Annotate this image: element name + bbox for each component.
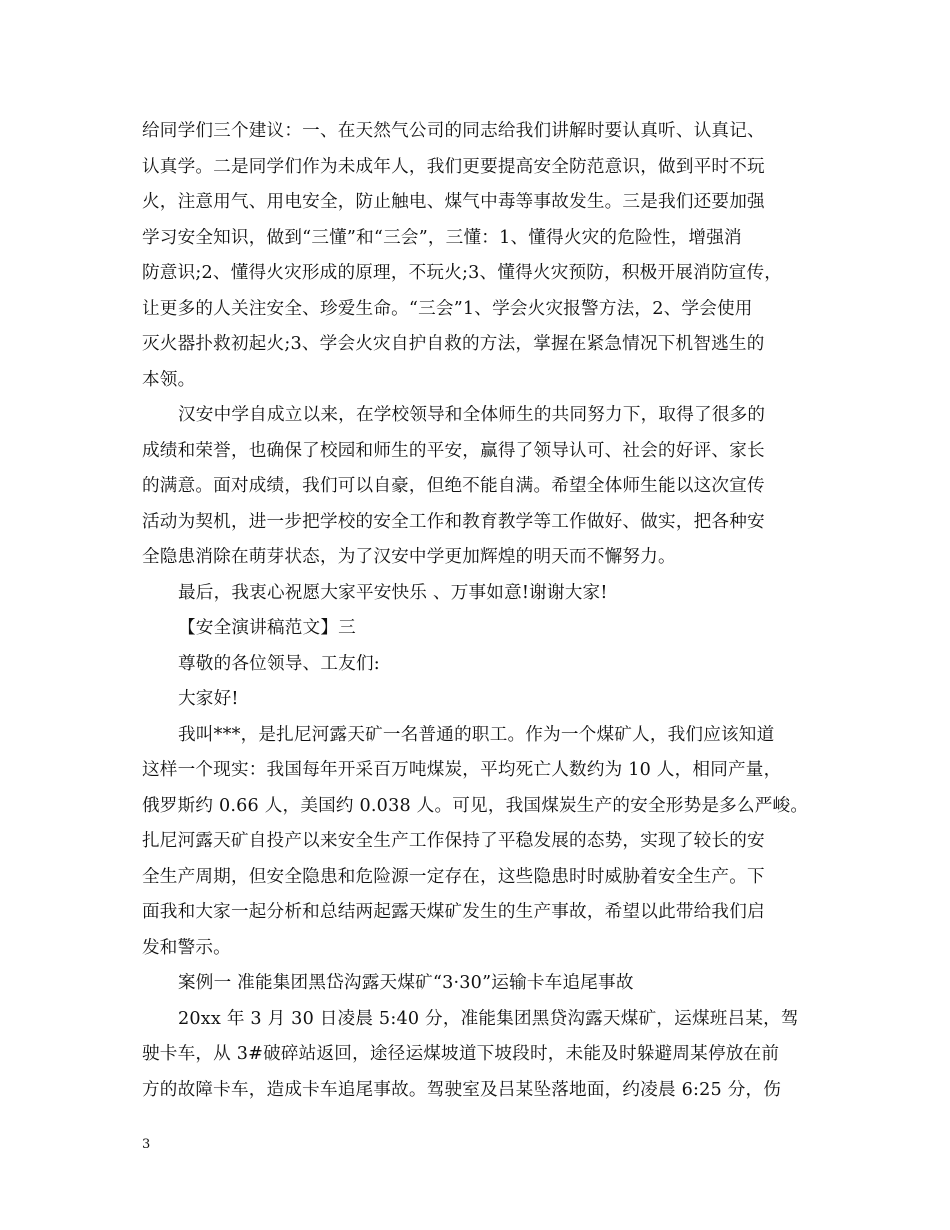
text-line: 学习安全知识，做到“三懂”和“三会”，三懂：1、懂得火灾的危险性，增强消 [142, 227, 742, 248]
paragraph [142, 611, 822, 647]
text-line: 汉安中学自成立以来，在学校领导和全体师生的共同努力下，取得了很多的 [178, 405, 766, 425]
text-line: 我叫***，是扎尼河露天矿一名普通的职工。作为一个煤矿人，我们应该知道 [178, 724, 775, 745]
text-line: 这样一个现实：我国每年开采百万吨煤炭，平均死亡人数约为 10 人，相同产量， [142, 760, 782, 780]
paragraph [142, 398, 822, 576]
text-line: 认真学。二是同学们作为未成年人，我们更要提高安全防范意识，做到平时不玩 [142, 156, 765, 177]
text-line: 成绩和荣誉，也确保了校园和师生的平安，赢得了领导认可、社会的好评、家长 [142, 440, 765, 461]
text-line: 大家好! [178, 689, 239, 709]
paragraph [142, 1002, 822, 1109]
paragraph [142, 647, 822, 683]
text-line: 俄罗斯约 0.66 人，美国约 0.038 人。可见，我国煤炭生产的安全形势是多么严峻。 [142, 795, 809, 816]
paragraph [142, 114, 822, 398]
paragraph [142, 718, 822, 967]
text-line: 案例一 准能集团黑岱沟露天煤矿“3·30”运输卡车追尾事故 [178, 973, 634, 993]
text-line: 面我和大家一起分析和总结两起露天煤矿发生的生产事故，希望以此带给我们启 [142, 902, 765, 922]
text-line: 扎尼河露天矿自投产以来安全生产工作保持了平稳发展的态势，实现了较长的安 [142, 831, 765, 851]
text-line: 火，注意用气、用电安全，防止触电、煤气中毒等事故发生。三是我们还要加强 [142, 192, 765, 212]
text-line: 让更多的人关注安全、珍爱生命。“三会”1、学会火灾报警方法，2、学会使用 [142, 298, 753, 319]
page-number: 3 [142, 1137, 151, 1152]
text-line: 给同学们三个建议：一、在天然气公司的同志给我们讲解时要认真听、认真记、 [142, 121, 765, 141]
text-line: 全生产周期，但安全隐患和危险源一定存在，这些隐患时时威胁着安全生产。下 [142, 866, 765, 887]
text-line: 最后，我衷心祝愿大家平安快乐 、万事如意!谢谢大家! [178, 582, 608, 603]
paragraph [142, 966, 822, 1002]
text-line: 尊敬的各位领导、工友们: [178, 653, 380, 674]
paragraph [142, 576, 822, 612]
paragraph [142, 682, 822, 718]
text-line: 【安全演讲稿范文】三 [178, 618, 356, 638]
text-line: 发和警示。 [142, 937, 231, 958]
document-body [142, 114, 822, 1108]
text-line: 活动为契机，进一步把学校的安全工作和教育教学等工作做好、做实，把各种安 [142, 511, 765, 532]
text-line: 灭火器扑救初起火;3、学会火灾自护自救的方法，掌握在紧急情况下机智逃生的 [142, 334, 765, 354]
text-line: 本领。 [142, 369, 196, 390]
text-line: 防意识;2、懂得火灾形成的原理，不玩火;3、懂得火灾预防，积极开展消防宣传， [142, 263, 783, 283]
text-line: 方的故障卡车，造成卡车追尾事故。驾驶室及吕某坠落地面，约凌晨 6:25 分，伤 [142, 1079, 782, 1100]
text-line: 20xx 年 3 月 30 日凌晨 5:40 分，准能集团黑贷沟露天煤矿，运煤班吕某，驾 [178, 1008, 799, 1029]
text-line: 的满意。面对成绩，我们可以自豪，但绝不能自满。希望全体师生能以这次宣传 [142, 476, 765, 496]
text-line: 驶卡车，从 3#破碎站返回，途径运煤坡道下坡段时，未能及时躲避周某停放在前 [142, 1044, 780, 1064]
text-line: 全隐患消除在萌芽状态，为了汉安中学更加辉煌的明天而不懈努力。 [142, 547, 676, 567]
